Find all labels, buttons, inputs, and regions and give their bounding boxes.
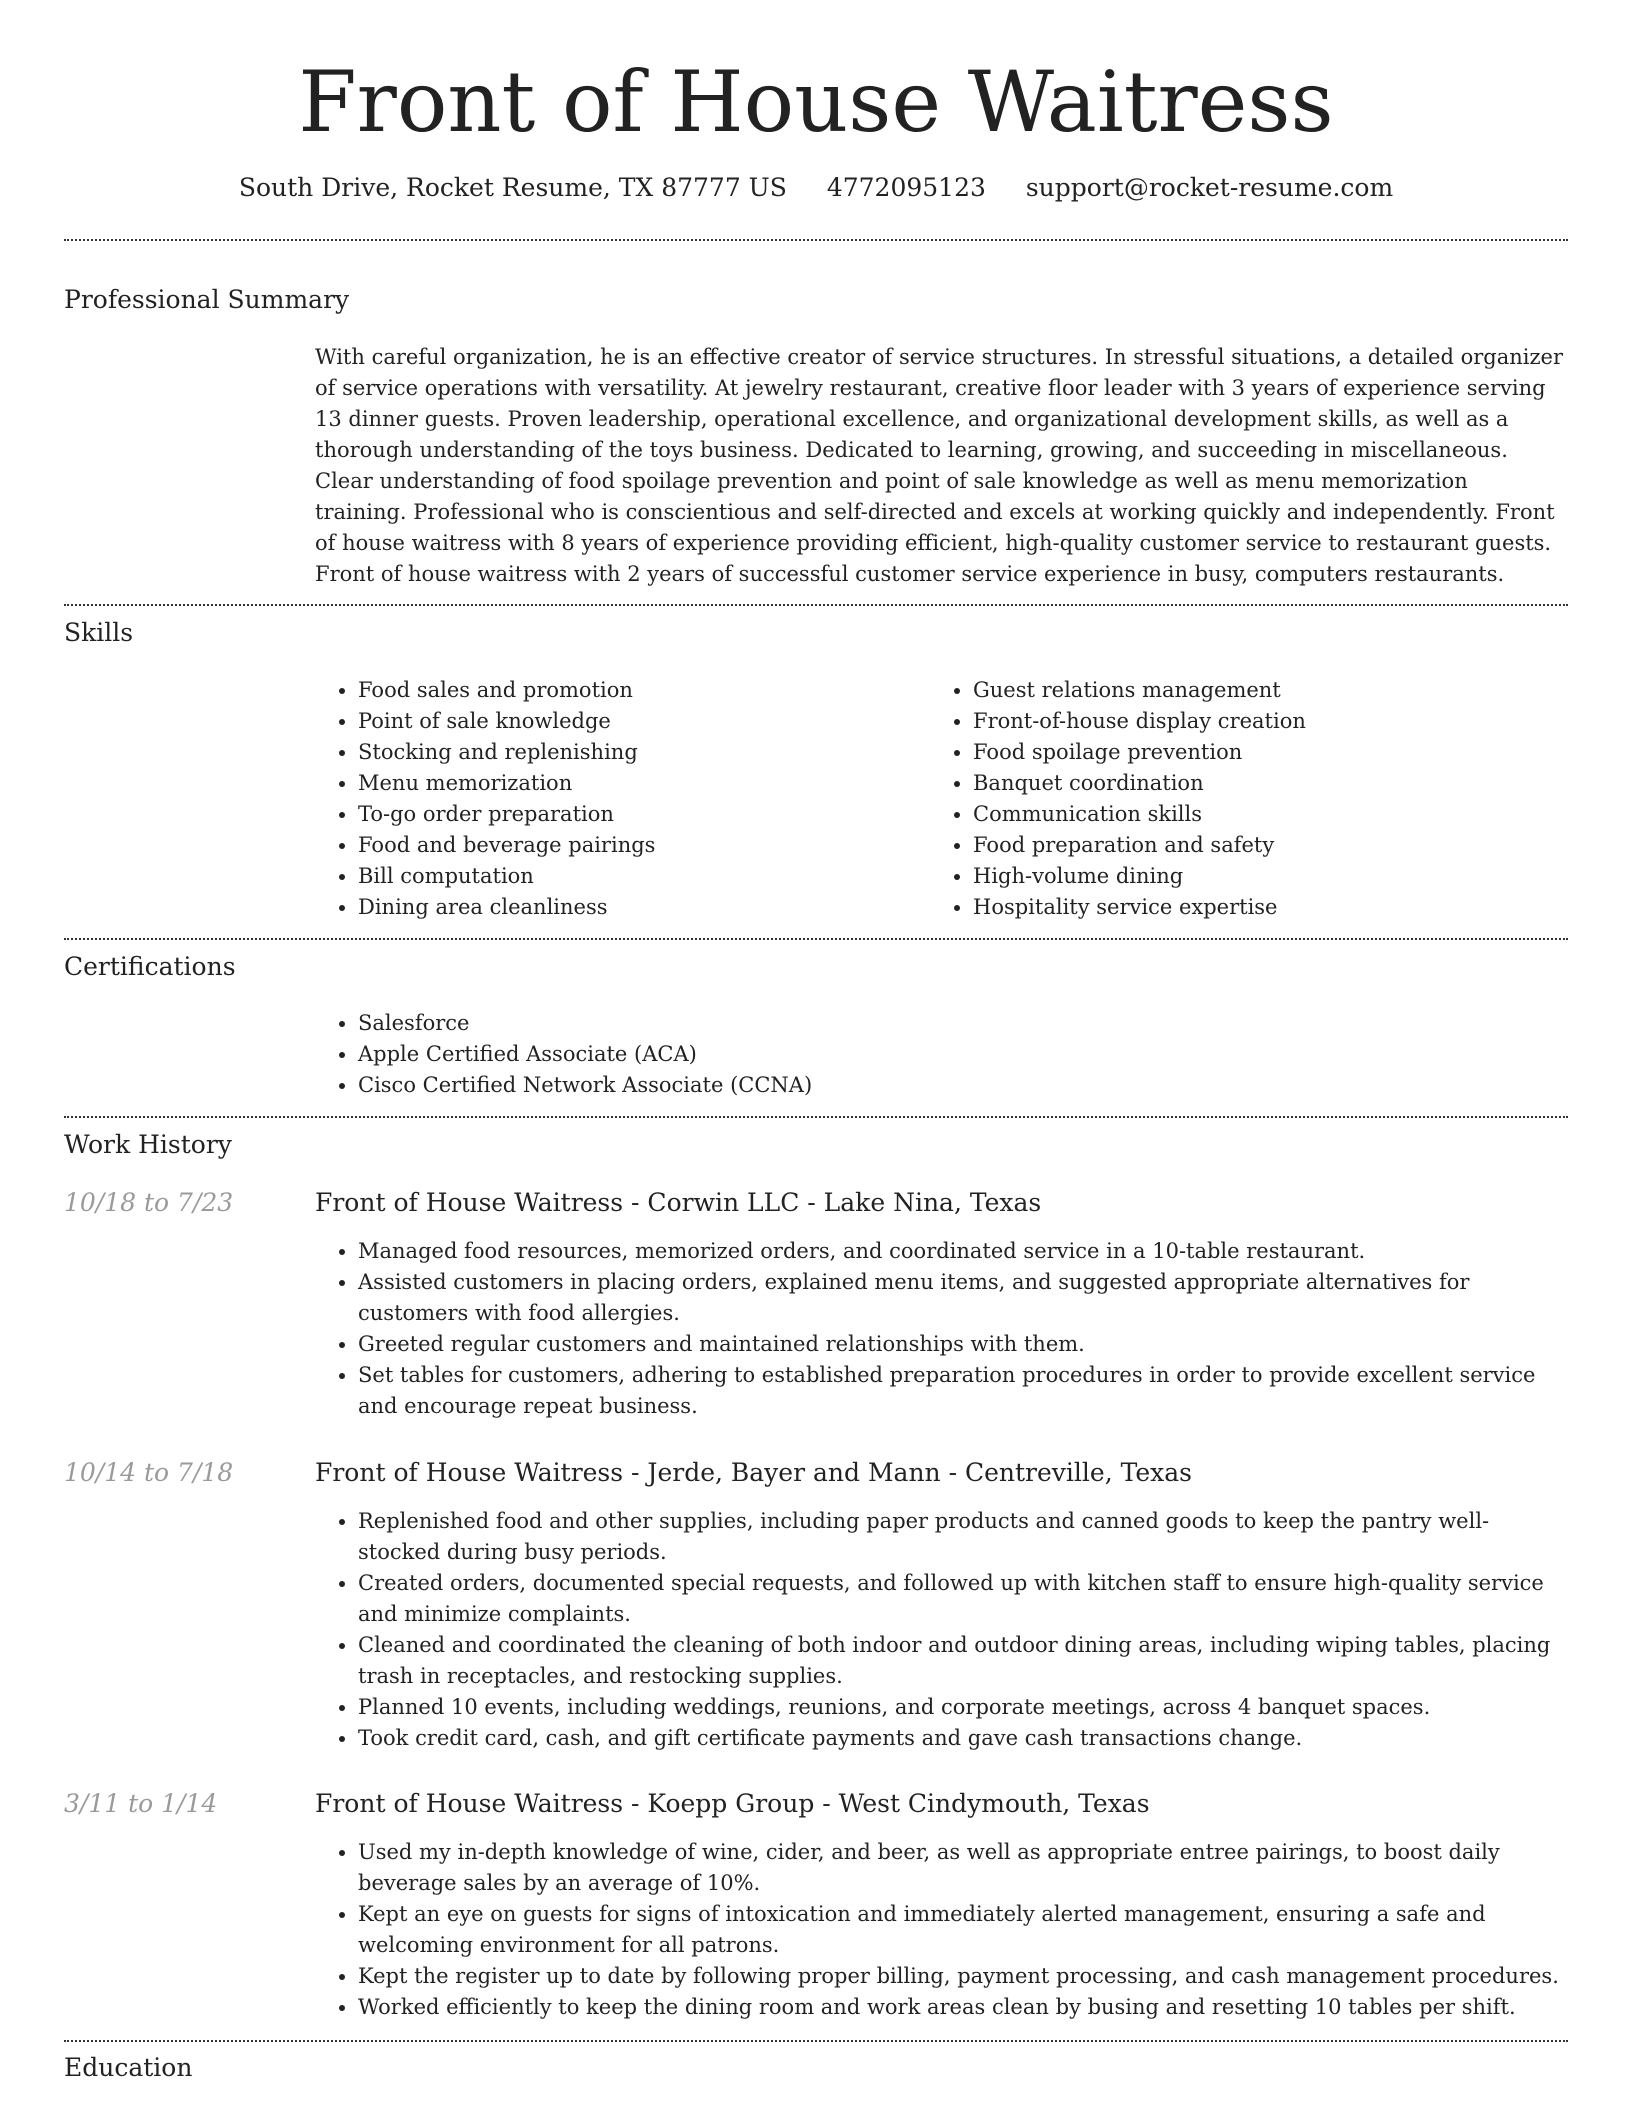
skill-item: • Point of sale knowledge bbox=[358, 706, 895, 737]
job-bullet: • Managed food resources, memorized orders, and coordinated service in a 10-table restaurant. bbox=[358, 1236, 1565, 1267]
certifications-body bbox=[315, 1008, 1565, 1101]
section-divider bbox=[64, 938, 1568, 940]
skill-item: • Menu memorization bbox=[358, 768, 895, 799]
contact-address: South Drive, Rocket Resume, TX 87777 US bbox=[238, 173, 787, 202]
skill-item: • Bill computation bbox=[358, 861, 895, 892]
skill-item: • Food preparation and safety bbox=[973, 830, 1510, 861]
section-divider bbox=[64, 239, 1568, 241]
summary-text: With careful organization, he is an effective creator of service structures. In stressful situations, a detailed organizer of service operations with versatility. At jewelry restaurant, creative floor leader with 3 years of experience serving 13 dinner guests. Proven leadership, operational excellence, and organizational development skills, as well as a thorough understanding of the toys business. Dedicated to learning, growing, and succeeding in miscellaneous. Clear understanding of food spoilage prevention and point of sale knowledge as well as menu memorization training. Professional who is conscientious and self-directed and excels at working quickly and independently. Front of house waitress with 8 years of experience providing efficient, high-quality customer service to restaurant guests. Front of house waitress with 2 years of successful customer service experience in busy, computers restaurants. bbox=[315, 345, 1564, 586]
certification-item: • Cisco Certified Network Associate (CCNA) bbox=[358, 1070, 1565, 1101]
job-title: Front of House Waitress - Koepp Group - West Cindymouth, Texas bbox=[315, 1789, 1150, 1818]
skill-item: • Dining area cleanliness bbox=[358, 892, 895, 923]
job-bullet: • Cleaned and coordinated the cleaning of both indoor and outdoor dining areas, including wiping tables, placing trash in receptacles, and restocking supplies. bbox=[358, 1630, 1565, 1692]
job-bullet: • Took credit card, cash, and gift certificate payments and gave cash transactions change. bbox=[358, 1723, 1565, 1754]
section-title-work-history: Work History bbox=[64, 1130, 232, 1159]
section-title-skills: Skills bbox=[64, 618, 134, 647]
job-details bbox=[315, 1837, 1565, 2023]
skill-item: • High-volume dining bbox=[973, 861, 1510, 892]
job-dates: 10/14 to 7/18 bbox=[64, 1458, 234, 1487]
job-title: Front of House Waitress - Jerde, Bayer and Mann - Centreville, Texas bbox=[315, 1458, 1192, 1487]
section-title-summary: Professional Summary bbox=[64, 285, 350, 314]
skill-item: • Food sales and promotion bbox=[358, 675, 895, 706]
resume-name: Front of House Waitress bbox=[298, 53, 1334, 151]
skill-item: • To-go order preparation bbox=[358, 799, 895, 830]
job-bullet: • Assisted customers in placing orders, explained menu items, and suggested appropriate alternatives for customers with food allergies. bbox=[358, 1267, 1565, 1329]
job-bullet: • Worked efficiently to keep the dining room and work areas clean by busing and resetting 10 tables per shift. bbox=[358, 1992, 1565, 2023]
job-details bbox=[315, 1236, 1565, 1422]
section-divider bbox=[64, 2040, 1568, 2042]
job-bullet: • Replenished food and other supplies, including paper products and canned goods to keep the pantry well-stocked during busy periods. bbox=[358, 1506, 1565, 1568]
job-details bbox=[315, 1506, 1565, 1754]
section-divider bbox=[64, 1116, 1568, 1118]
skill-item: • Guest relations management bbox=[973, 675, 1510, 706]
contact-phone: 4772095123 bbox=[826, 173, 986, 202]
job-dates: 10/18 to 7/23 bbox=[64, 1188, 234, 1217]
contact-email: support@rocket-resume.com bbox=[1025, 173, 1394, 202]
section-divider bbox=[64, 604, 1568, 606]
job-bullet: • Set tables for customers, adhering to established preparation procedures in order to provide excellent service and encourage repeat business. bbox=[358, 1360, 1565, 1422]
job-bullet: • Greeted regular customers and maintained relationships with them. bbox=[358, 1329, 1565, 1360]
skill-item: • Front-of-house display creation bbox=[973, 706, 1510, 737]
skill-item: • Banquet coordination bbox=[973, 768, 1510, 799]
skills-list-left bbox=[315, 675, 895, 923]
job-bullet: • Used my in-depth knowledge of wine, cider, and beer, as well as appropriate entree pairings, to boost daily beverage sales by an average of 10%. bbox=[358, 1837, 1565, 1899]
job-title: Front of House Waitress - Corwin LLC - Lake Nina, Texas bbox=[315, 1188, 1042, 1217]
certifications-list bbox=[315, 1008, 1565, 1101]
job-dates: 3/11 to 1/14 bbox=[64, 1789, 218, 1818]
job-bullet: • Kept an eye on guests for signs of intoxication and immediately alerted management, ensuring a safe and welcoming environment for all patrons. bbox=[358, 1899, 1565, 1961]
certification-item: • Salesforce bbox=[358, 1008, 1565, 1039]
skill-item: • Food and beverage pairings bbox=[358, 830, 895, 861]
section-title-certifications: Certifications bbox=[64, 952, 236, 981]
skills-column-left bbox=[315, 675, 895, 923]
job-bullet-list bbox=[315, 1236, 1565, 1422]
job-bullet-list bbox=[315, 1506, 1565, 1754]
skill-item: • Communication skills bbox=[973, 799, 1510, 830]
section-title-education: Education bbox=[64, 2053, 193, 2082]
job-bullet: • Planned 10 events, including weddings, reunions, and corporate meetings, across 4 banquet spaces. bbox=[358, 1692, 1565, 1723]
skills-column-right bbox=[930, 675, 1510, 923]
skill-item: • Stocking and replenishing bbox=[358, 737, 895, 768]
summary-body bbox=[315, 342, 1565, 590]
job-bullet-list bbox=[315, 1837, 1565, 2023]
skills-list-right bbox=[930, 675, 1510, 923]
skill-item: • Food spoilage prevention bbox=[973, 737, 1510, 768]
certification-item: • Apple Certified Associate (ACA) bbox=[358, 1039, 1565, 1070]
contact-line bbox=[0, 170, 1632, 206]
job-bullet: • Kept the register up to date by following proper billing, payment processing, and cash management procedures. bbox=[358, 1961, 1565, 1992]
skill-item: • Hospitality service expertise bbox=[973, 892, 1510, 923]
job-bullet: • Created orders, documented special requests, and followed up with kitchen staff to ensure high-quality service and minimize complaints. bbox=[358, 1568, 1565, 1630]
